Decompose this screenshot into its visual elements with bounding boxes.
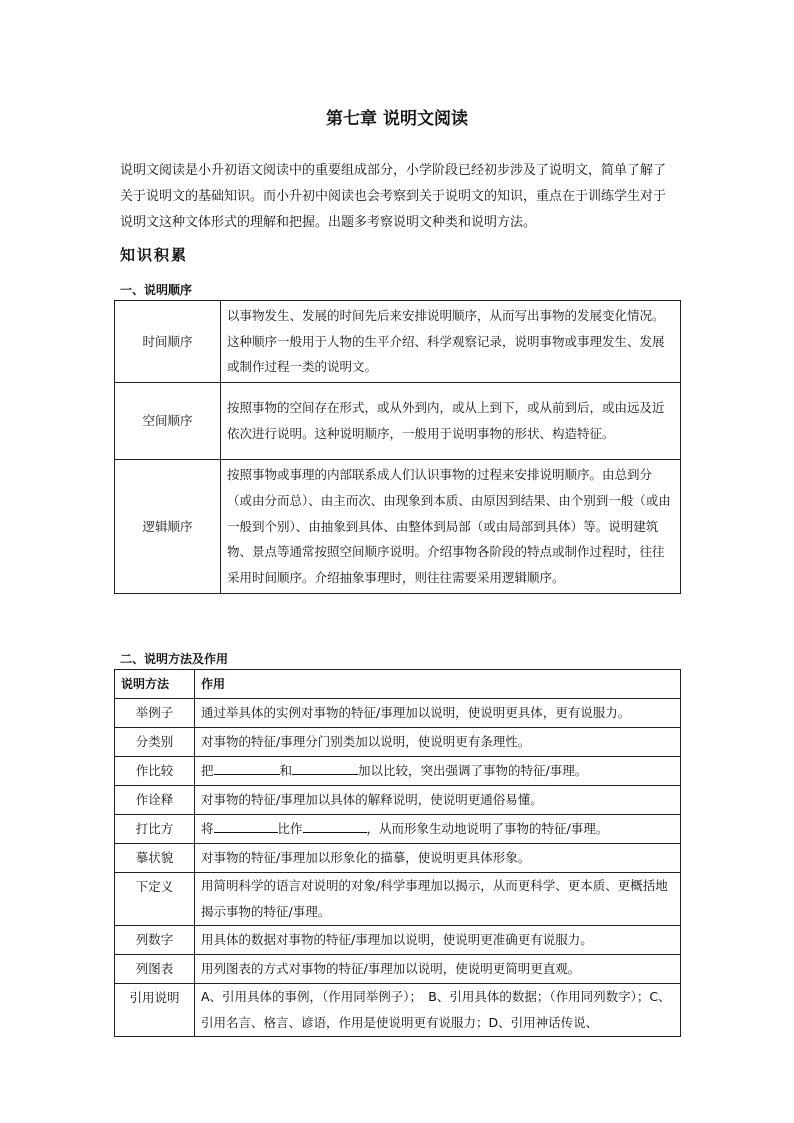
table-row bbox=[115, 955, 681, 984]
method-name: 列数字 bbox=[115, 926, 195, 955]
order-table bbox=[114, 300, 681, 594]
method-name: 列图表 bbox=[115, 955, 195, 984]
fill-blank bbox=[292, 760, 358, 775]
method-name: 分类别 bbox=[115, 728, 195, 757]
text-part: 将 bbox=[201, 821, 214, 836]
fill-blank bbox=[303, 818, 367, 833]
fill-blank bbox=[214, 818, 278, 833]
order-name: 时间顺序 bbox=[115, 301, 221, 383]
table-row bbox=[115, 873, 681, 926]
methods-table bbox=[114, 669, 681, 1037]
table-row bbox=[115, 786, 681, 815]
table-header-row bbox=[115, 670, 681, 699]
order-desc: 以事物发生、发展的时间先后来安排说明顺序，从而写出事物的发展变化情况。这种顺序一般用于人物的生平介绍、科学观察记录，说明事物或事理发生、发展或制作过程一类的说明文。 bbox=[221, 301, 681, 383]
section-heading: 知识积累 bbox=[120, 246, 189, 264]
text-part: 把 bbox=[201, 763, 214, 778]
table-row bbox=[115, 984, 681, 1037]
method-name: 举例子 bbox=[115, 699, 195, 728]
method-effect bbox=[195, 757, 681, 786]
method-effect: 通过举具体的实例对事物的特征/事理加以说明，使说明更具体，更有说服力。 bbox=[195, 699, 681, 728]
table-row bbox=[115, 460, 681, 594]
method-effect: 用具体的数据对事物的特征/事理加以说明，使说明更准确更有说服力。 bbox=[195, 926, 681, 955]
methods-heading: 二、说明方法及作用 bbox=[120, 652, 229, 666]
method-effect: 用列图表的方式对事物的特征/事理加以说明，使说明更简明更直观。 bbox=[195, 955, 681, 984]
method-name: 引用说明 bbox=[115, 984, 195, 1037]
method-name: 下定义 bbox=[115, 873, 195, 926]
text-part: ，从而形象生动地说明了事物的特征/事理。 bbox=[366, 821, 609, 836]
method-effect: 对事物的特征/事理分门别类加以说明，使说明更有条理性。 bbox=[195, 728, 681, 757]
order-name: 空间顺序 bbox=[115, 383, 221, 460]
column-header: 作用 bbox=[195, 670, 681, 699]
fill-blank bbox=[214, 760, 280, 775]
method-name: 打比方 bbox=[115, 815, 195, 844]
order-desc: 按照事物或事理的内部联系成人们认识事物的过程来安排说明顺序。由总到分（或由分而总）、由主而次、由现象到本质、由原因到结果、由个别到一般（或由一般到个别）、由抽象到具体、由整体到局部（或由局部到具体）等。说明建筑物、景点等通常按照空间顺序说明。介绍事物各阶段的特点或制作过程时，往往采用时间顺序。介绍抽象事理时，则往往需要采用逻辑顺序。 bbox=[221, 460, 681, 594]
method-effect: A、引用具体的事例，（作用同举例子）； B、引用具体的数据；（作用同列数字）；C、引用名言、格言、谚语，作用是使说明更有说服力；D、引用神话传说、 bbox=[195, 984, 681, 1037]
method-effect bbox=[195, 815, 681, 844]
method-name: 摹状貌 bbox=[115, 844, 195, 873]
table-row bbox=[115, 301, 681, 383]
text-part: 加以比较，突出强调了事物的特征/事理。 bbox=[358, 763, 588, 778]
order-name: 逻辑顺序 bbox=[115, 460, 221, 594]
text-part: 和 bbox=[279, 763, 293, 778]
column-header: 说明方法 bbox=[115, 670, 195, 699]
table-row bbox=[115, 383, 681, 460]
table-row bbox=[115, 728, 681, 757]
text-part: 比作 bbox=[277, 821, 303, 836]
method-effect: 对事物的特征/事理加以具体的解释说明，使说明更通俗易懂。 bbox=[195, 786, 681, 815]
order-desc: 按照事物的空间存在形式，或从外到内，或从上到下，或从前到后，或由远及近依次进行说明。这种说明顺序，一般用于说明事物的形状、构造特征。 bbox=[221, 383, 681, 460]
order-heading: 一、说明顺序 bbox=[120, 283, 193, 297]
table-row bbox=[115, 815, 681, 844]
method-name: 作比较 bbox=[115, 757, 195, 786]
method-name: 作诠释 bbox=[115, 786, 195, 815]
table-row bbox=[115, 699, 681, 728]
chapter-title: 第七章 说明文阅读 bbox=[326, 109, 468, 129]
table-row bbox=[115, 926, 681, 955]
method-effect: 用简明科学的语言对说明的对象/科学事理加以揭示，从而更科学、更本质、更概括地揭示事物的特征/事理。 bbox=[195, 873, 681, 926]
intro-paragraph: 说明文阅读是小升初语文阅读中的重要组成部分，小学阶段已经初步涉及了说明文，简单了解了关于说明文的基础知识。而小升初中阅读也会考察到关于说明文的知识，重点在于训练学生对于说明文这种文体形式的理解和把握。出题多考察说明文种类和说明方法。 bbox=[120, 163, 667, 230]
table-row bbox=[115, 757, 681, 786]
method-effect: 对事物的特征/事理加以形象化的描摹，使说明更具体形象。 bbox=[195, 844, 681, 873]
table-row bbox=[115, 844, 681, 873]
